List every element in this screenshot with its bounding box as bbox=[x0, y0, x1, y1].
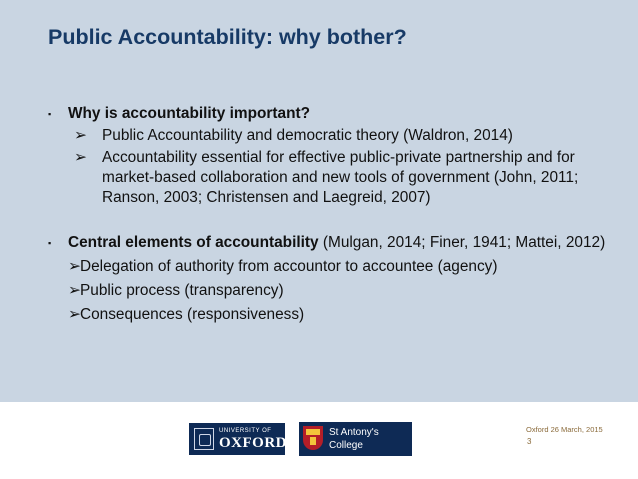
arrow-bullet-icon: ➢ bbox=[68, 282, 81, 299]
subitem-public-process bbox=[48, 281, 618, 301]
arrow-bullet-icon: ➢ bbox=[74, 127, 87, 144]
square-bullet-icon: ▪ bbox=[48, 109, 52, 119]
oxford-university-logo bbox=[189, 423, 285, 455]
arrow-bullet-icon: ➢ bbox=[68, 306, 81, 323]
bullet-why-important bbox=[48, 104, 618, 124]
bullet-heading-bold: Central elements of accountability bbox=[68, 234, 319, 251]
bullet-heading-citations: (Mulgan, 2014; Finer, 1941; Mattei, 2012) bbox=[318, 234, 606, 251]
subitem-partnership bbox=[48, 148, 618, 208]
page-number: 3 bbox=[527, 437, 532, 446]
oxford-logo-small-text: UNIVERSITY OF bbox=[219, 428, 272, 434]
arrow-bullet-icon: ➢ bbox=[68, 258, 81, 275]
subitem-consequences bbox=[48, 305, 618, 325]
subitem-text: Accountability essential for effective public-private partnership and for market-based collaboration and new tools of government (John, 2011; Ranson, 2003; Christensen and Laegreid, 2007) bbox=[102, 149, 579, 206]
bullet-heading: Why is accountability important? bbox=[68, 105, 310, 122]
subitem-democratic-theory bbox=[48, 126, 618, 146]
subitem-text: Public process (transparency) bbox=[80, 282, 284, 299]
slide-title: Public Accountability: why bother? bbox=[48, 25, 407, 49]
subitem-text: Delegation of authority from accountor to accountee (agency) bbox=[80, 258, 498, 275]
st-antonys-logo-line1: St Antony's bbox=[329, 427, 379, 438]
bullet-central-elements bbox=[48, 233, 618, 253]
oxford-crest-icon bbox=[194, 428, 214, 450]
arrow-bullet-icon: ➢ bbox=[74, 149, 87, 166]
st-antonys-crest-icon bbox=[303, 426, 323, 450]
oxford-logo-big-text: OXFORD bbox=[219, 435, 287, 451]
st-antonys-logo-line2: College bbox=[329, 440, 363, 451]
st-antonys-college-logo bbox=[299, 422, 412, 456]
subitem-text: Consequences (responsiveness) bbox=[80, 306, 305, 323]
square-bullet-icon: ▪ bbox=[48, 238, 52, 248]
subitem-text: Public Accountability and democratic theory (Waldron, 2014) bbox=[102, 127, 513, 144]
slide-body bbox=[48, 104, 618, 325]
footer-date: Oxford 26 March, 2015 bbox=[526, 425, 603, 434]
subitem-delegation bbox=[48, 257, 618, 277]
